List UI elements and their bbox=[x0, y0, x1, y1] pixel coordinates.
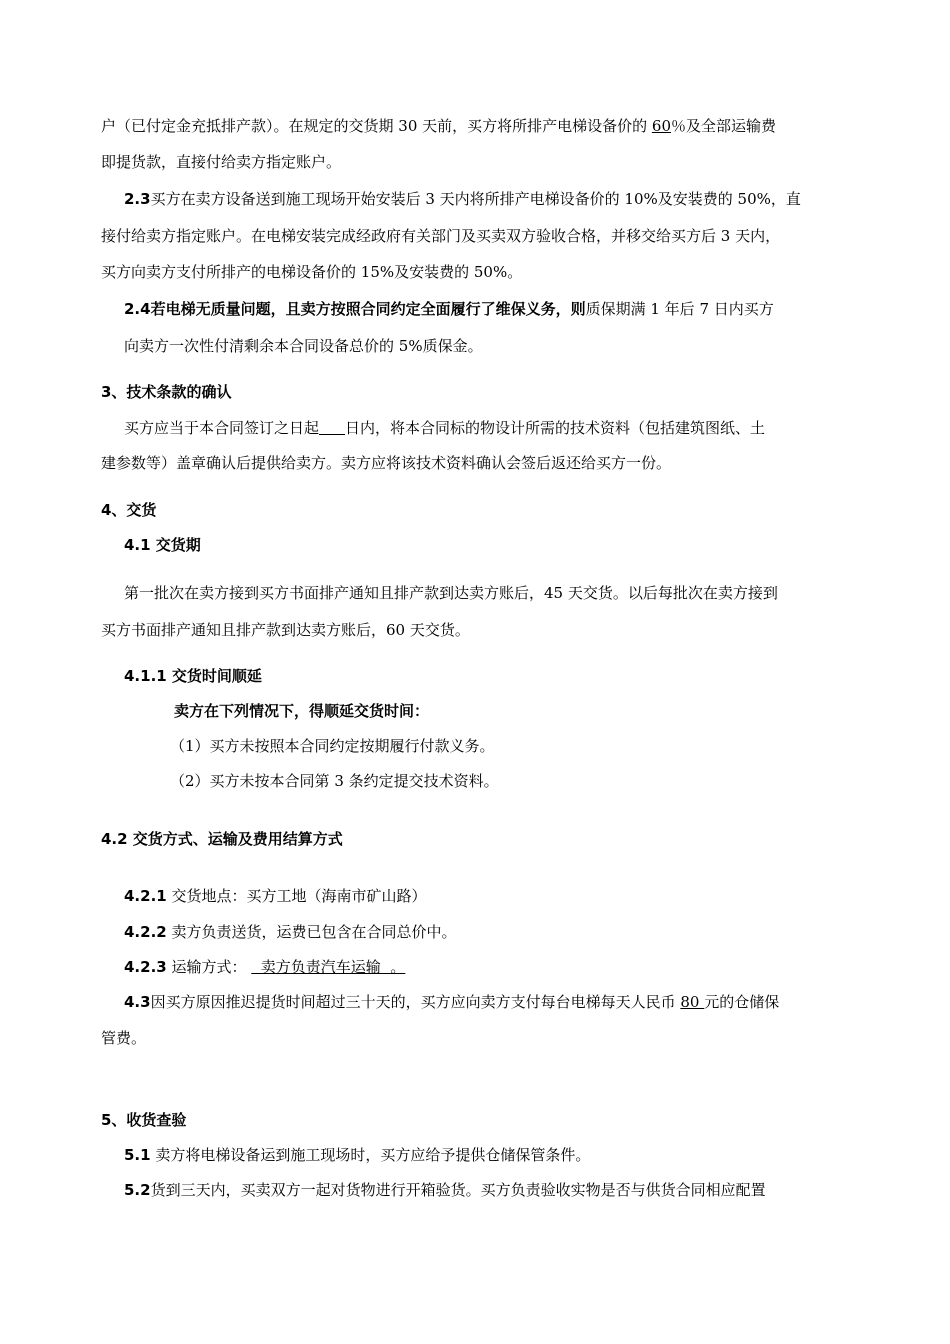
clause-number: 2.3 bbox=[124, 190, 151, 208]
bold-text: 若电梯无质量问题，且卖方按照合同约定全面履行了维保义务，则 bbox=[150, 300, 586, 318]
text: 交货地点：买方工地（海南市矿山路） bbox=[166, 887, 427, 905]
item-number: 5.1 bbox=[124, 1146, 151, 1164]
text: 户（已付定金充抵排产款）。在规定的交货期 30 天前，买方将所排产电梯设备价的 bbox=[101, 117, 652, 135]
section-5-heading: 5、收货查验 bbox=[101, 1111, 187, 1129]
item-number: 5.2 bbox=[124, 1181, 151, 1199]
section-4-1-line-2: 买方书面排产通知且排产款到达卖方账后，60 天交货。 bbox=[101, 621, 470, 639]
section-4-2-heading: 4.2 交货方式、运输及费用结算方式 bbox=[101, 830, 343, 848]
section-3-line-2: 建参数等）盖章确认后提供给卖方。卖方应将该技术资料确认会签后返还给买方一份。 bbox=[101, 454, 672, 472]
text: 元的仓储保 bbox=[704, 993, 780, 1011]
text: 日内，将本合同标的物设计所需的技术资料（包括建筑图纸、土 bbox=[345, 419, 766, 437]
text: 运输方式： bbox=[166, 958, 252, 976]
item-number: 4.2.1 bbox=[124, 887, 167, 905]
item-4-2-1 bbox=[124, 886, 427, 906]
clause-4-3-line-2: 管费。 bbox=[101, 1029, 147, 1047]
text: 买方应当于本合同签订之日起 bbox=[124, 419, 320, 437]
text: 货到三天内，买卖双方一起对货物进行开箱验货。买方负责验收实物是否与供货合同相应配置 bbox=[150, 1181, 766, 1199]
text: 因买方原因推迟提货时间超过三十天的，买方应向卖方支付每台电梯每天人民币 bbox=[150, 993, 681, 1011]
text: 质保期满 1 年后 7 日内买方 bbox=[585, 300, 774, 318]
section-4-1-1-subheading: 卖方在下列情况下，得顺延交货时间： bbox=[174, 702, 430, 720]
underlined-value: 卖方负责汽车运输 。 bbox=[251, 958, 406, 976]
text: 卖方将电梯设备运到施工现场时，买方应给予提供仓储保管条件。 bbox=[150, 1146, 591, 1164]
section-4-heading: 4、交货 bbox=[101, 501, 157, 519]
paragraph-line: 即提货款，直接付给卖方指定账户。 bbox=[101, 153, 342, 171]
clause-2-4-line-1 bbox=[124, 299, 774, 319]
item-number: 4.2.2 bbox=[124, 923, 167, 941]
section-4-1-heading: 4.1 交货期 bbox=[124, 536, 201, 554]
clause-2-3-line-1 bbox=[124, 189, 801, 209]
blank-field bbox=[319, 420, 345, 435]
clause-2-3-line-3: 买方向卖方支付所排产的电梯设备价的 15%及安装费的 50%。 bbox=[101, 263, 523, 281]
clause-number: 2.4 bbox=[124, 300, 151, 318]
paragraph-line bbox=[101, 116, 776, 136]
text: ％及全部运输费 bbox=[671, 117, 777, 135]
list-item-2: （2）买方未按本合同第 3 条约定提交技术资料。 bbox=[170, 772, 499, 790]
clause-2-3-line-2: 接付给卖方指定账户。在电梯安装完成经政府有关部门及买卖双方验收合格，并移交给买方后 3 天内， bbox=[101, 227, 781, 245]
item-5-1 bbox=[124, 1145, 590, 1165]
item-number: 4.2.3 bbox=[124, 958, 167, 976]
item-5-2 bbox=[124, 1180, 766, 1200]
section-4-1-1-heading: 4.1.1 交货时间顺延 bbox=[124, 667, 262, 685]
clause-4-3-line-1 bbox=[124, 992, 779, 1012]
clause-number: 4.3 bbox=[124, 993, 151, 1011]
list-item-1: （1）买方未按照本合同约定按期履行付款义务。 bbox=[170, 737, 495, 755]
underlined-value: 60 bbox=[651, 117, 671, 135]
section-3-heading: 3、技术条款的确认 bbox=[101, 383, 232, 401]
section-3-line-1 bbox=[124, 418, 765, 438]
text: 卖方负责送货，运费已包含在合同总价中。 bbox=[166, 923, 457, 941]
section-4-1-line-1: 第一批次在卖方接到买方书面排产通知且排产款到达卖方账后，45 天交货。以后每批次在卖方接到 bbox=[124, 584, 778, 602]
text: 买方在卖方设备送到施工现场开始安装后 3 天内将所排产电梯设备价的 10%及安装费的 50%，直 bbox=[150, 190, 801, 208]
item-4-2-2 bbox=[124, 922, 457, 942]
clause-2-4-line-2: 向卖方一次性付清剩余本合同设备总价的 5%质保金。 bbox=[124, 337, 483, 355]
underlined-value: 80 bbox=[680, 993, 705, 1011]
item-4-2-3 bbox=[124, 957, 405, 977]
